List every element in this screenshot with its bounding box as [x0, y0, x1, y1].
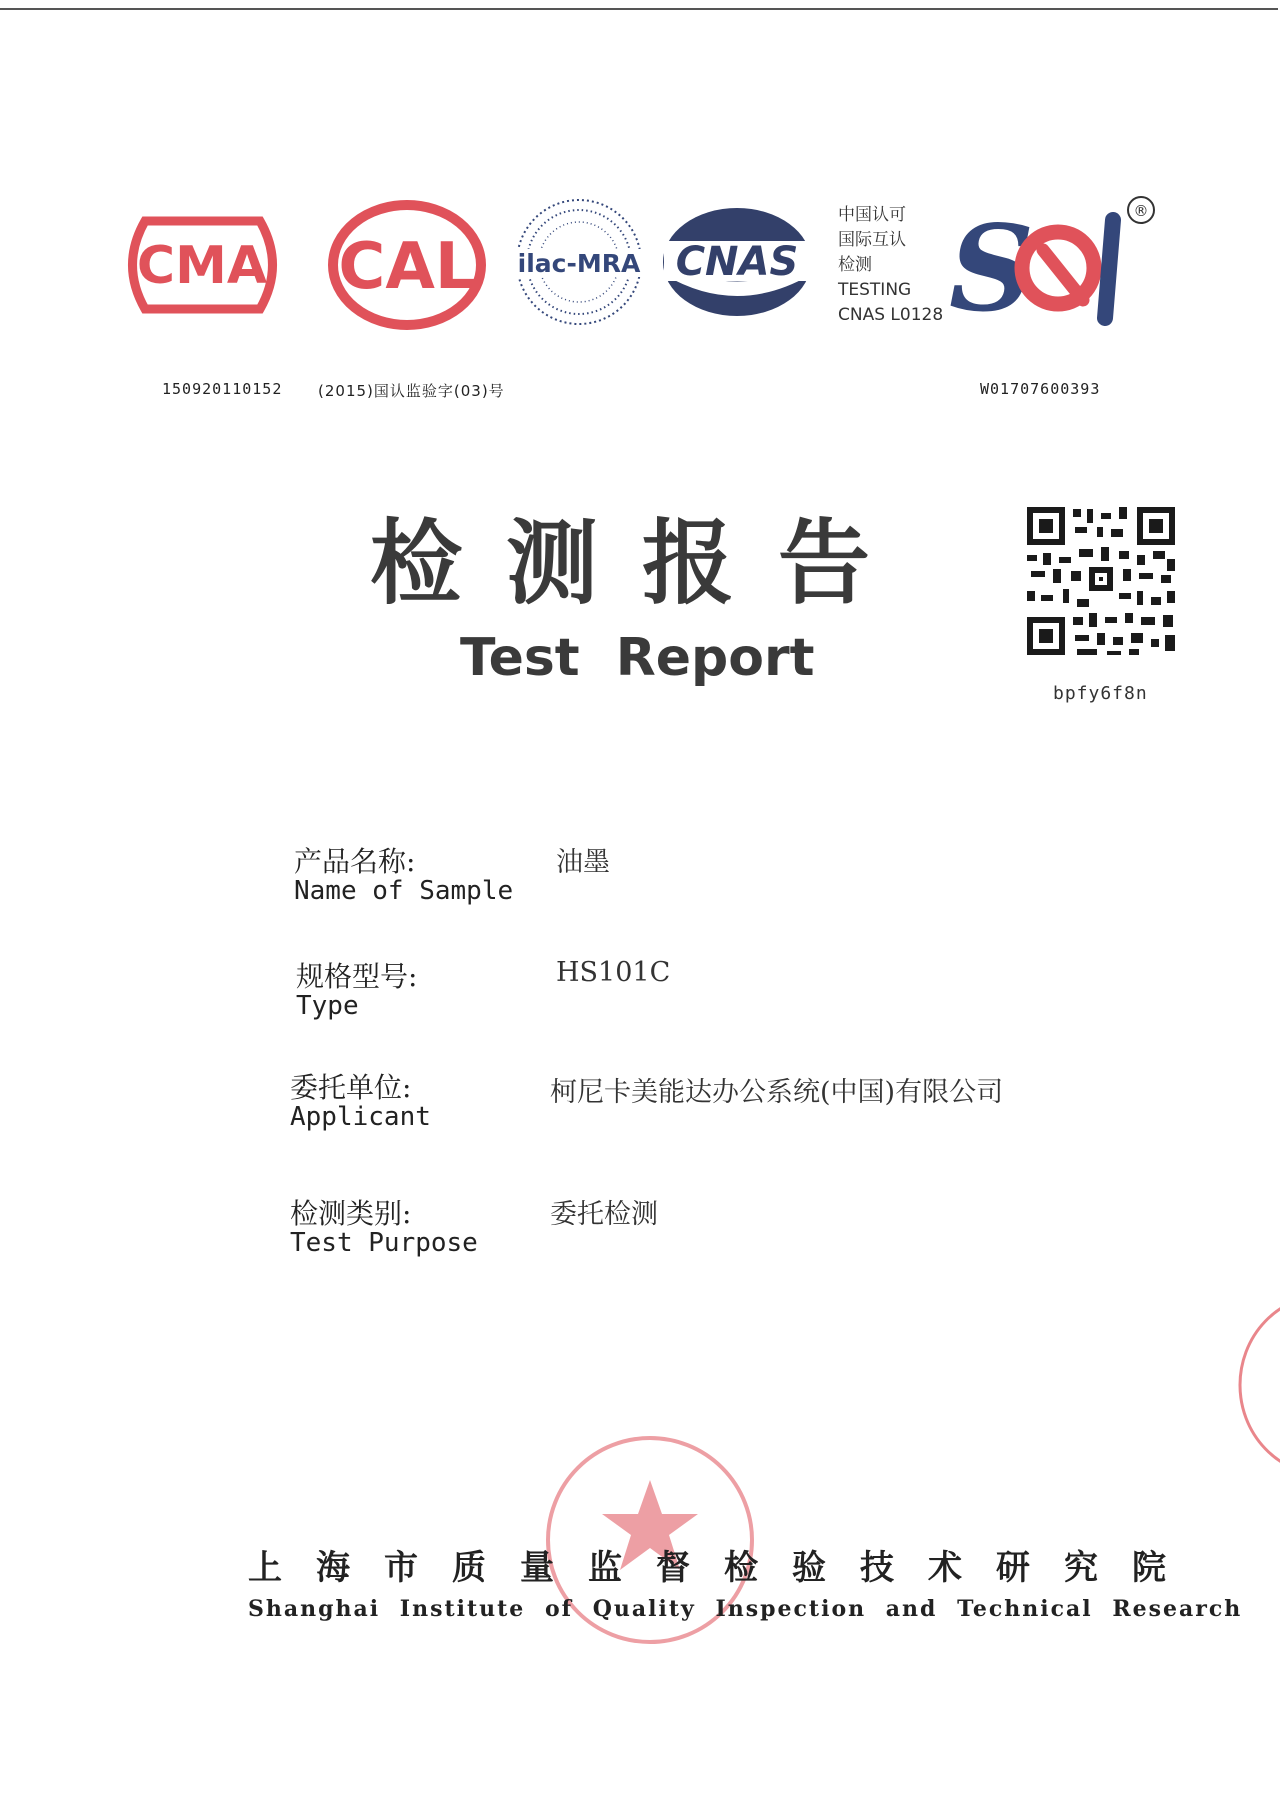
cnas-logo: [660, 205, 815, 320]
field-label-cn: 委托单位:: [290, 1071, 412, 1104]
field-label-cn: 产品名称:: [294, 845, 416, 878]
qr-code-icon: [1025, 505, 1177, 657]
cnas-line: 检测: [838, 255, 872, 275]
field-value: 委托检测: [550, 1199, 658, 1230]
cnas-accreditation-text: [838, 203, 943, 328]
sqi-logo-s: S: [949, 199, 1035, 330]
ilac-mra-logo: [512, 195, 647, 330]
cma-logo: [115, 215, 290, 315]
field-value: HS101C: [556, 957, 671, 988]
ilac-logo-text: ilac-MRA: [517, 249, 641, 278]
cnas-line: CNAS L0128: [838, 305, 944, 325]
cal-logo-text: CAL: [338, 230, 476, 304]
field-label-en: Applicant: [290, 1102, 431, 1132]
w-number: W01707600393: [980, 380, 1101, 398]
cma-logo-text: CMA: [136, 236, 268, 296]
certificate-number: 150920110152: [162, 380, 283, 398]
field-value: 油墨: [556, 847, 610, 878]
top-rule: [0, 8, 1278, 10]
cnas-line: 中国认可: [838, 205, 906, 225]
field-label-en: Type: [296, 991, 359, 1021]
qr-code-text: bpfy6f8n: [1053, 683, 1148, 704]
field-label-en: Name of Sample: [294, 876, 514, 906]
field-label-cn: 检测类别:: [290, 1197, 412, 1230]
field-label-cn: 规格型号:: [296, 960, 418, 993]
institute-name-cn: 上海市质量监督检验技术研究院: [248, 1548, 1200, 1588]
report-title-cn: 检测报告: [370, 510, 915, 617]
license-number: (2015)国认监验字(03)号: [318, 382, 505, 400]
field-label-en: Test Purpose: [290, 1228, 478, 1258]
cnas-logo-text: CNAS: [675, 239, 799, 285]
report-title-en: Test Report: [460, 628, 815, 688]
cnas-line: TESTING: [838, 280, 912, 300]
cnas-line: 国际互认: [838, 230, 906, 250]
sqi-logo: [945, 190, 1160, 330]
institute-name-en: Shanghai Institute of Quality Inspection and Technical Research: [248, 1596, 1243, 1622]
registered-mark: ®: [1133, 202, 1149, 220]
edge-seal-stamp: [1236, 1290, 1280, 1480]
field-value: 柯尼卡美能达办公系统(中国)有限公司: [550, 1077, 1004, 1108]
cal-logo: [325, 198, 490, 333]
